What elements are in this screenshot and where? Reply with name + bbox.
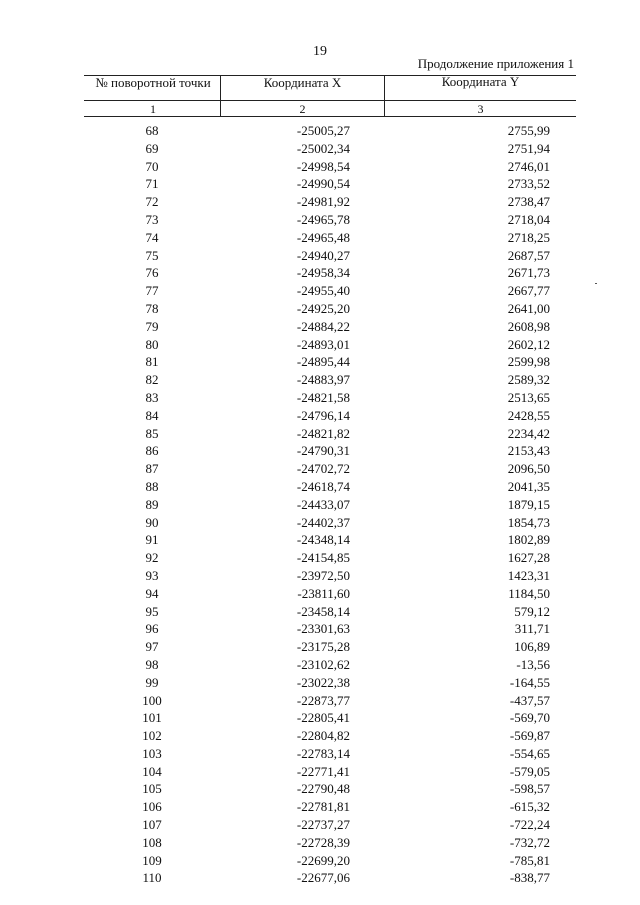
coordinate-y: 1879,15 xyxy=(507,496,550,512)
point-number: 93 xyxy=(145,567,159,583)
table-header-bottom-border xyxy=(84,116,576,117)
table-row xyxy=(0,567,640,585)
point-number: 88 xyxy=(145,478,159,494)
coordinate-y: 2755,99 xyxy=(507,123,550,138)
coordinate-x: -24618,74 xyxy=(296,478,350,494)
coordinate-x: -24884,22 xyxy=(296,318,350,334)
point-number: 95 xyxy=(145,603,159,619)
header-point-number: № поворотной точки xyxy=(95,75,211,90)
coordinate-x: -24821,82 xyxy=(296,425,350,441)
table-row xyxy=(0,371,640,389)
point-number: 87 xyxy=(145,461,159,477)
point-number: 91 xyxy=(145,532,159,548)
coordinate-y: -569,87 xyxy=(509,728,550,744)
coordinate-x: -24955,40 xyxy=(296,283,350,299)
coordinate-x: -23022,38 xyxy=(296,674,350,690)
point-number: 74 xyxy=(145,229,159,245)
point-number: 69 xyxy=(145,140,159,156)
point-number: 78 xyxy=(145,300,159,316)
table-row xyxy=(0,282,640,300)
table-row xyxy=(0,780,640,798)
table-row xyxy=(0,514,640,532)
point-number: 89 xyxy=(145,496,159,512)
coordinate-y: -598,57 xyxy=(509,781,550,797)
point-number: 79 xyxy=(145,318,159,334)
point-number: 108 xyxy=(142,834,162,850)
coordinate-x: -23811,60 xyxy=(297,585,350,601)
table-row xyxy=(0,620,640,638)
table-row xyxy=(0,318,640,336)
point-number: 105 xyxy=(142,781,162,797)
point-number: 70 xyxy=(145,158,159,174)
coordinate-y: 2041,35 xyxy=(507,478,550,494)
point-number: 96 xyxy=(145,621,159,637)
coordinate-y: 2096,50 xyxy=(507,461,550,477)
coordinate-x: -24981,92 xyxy=(296,194,350,210)
coordinate-y: -569,70 xyxy=(509,710,550,726)
point-number: 101 xyxy=(142,710,162,726)
table-row xyxy=(0,674,640,692)
coordinate-x: -22804,82 xyxy=(296,728,350,744)
coordinate-x: -24433,07 xyxy=(296,496,350,512)
coordinate-y: 2746,01 xyxy=(507,158,550,174)
coordinate-x: -24154,85 xyxy=(296,550,350,566)
coordinate-x: -24965,78 xyxy=(296,211,350,227)
point-number: 109 xyxy=(142,852,162,868)
coordinate-x: -22699,20 xyxy=(296,852,350,868)
coordinate-y: 2608,98 xyxy=(507,318,550,334)
table-row xyxy=(0,656,640,674)
coordinate-y: 106,89 xyxy=(514,639,550,655)
coordinate-y: -615,32 xyxy=(509,799,550,815)
coordinate-y: 1627,28 xyxy=(507,550,550,566)
table-row xyxy=(0,834,640,852)
coordinate-y: 2751,94 xyxy=(507,140,550,156)
table-row xyxy=(0,140,640,158)
table-row xyxy=(0,193,640,211)
coordinate-y: -722,24 xyxy=(509,817,550,833)
coordinate-x: -23102,62 xyxy=(296,656,350,672)
point-number: 68 xyxy=(145,123,159,138)
coordinate-y: 2687,57 xyxy=(507,247,550,263)
table-row xyxy=(0,531,640,549)
coordinate-y: 2718,04 xyxy=(507,211,550,227)
point-number: 90 xyxy=(145,514,159,530)
table-row xyxy=(0,852,640,870)
coordinate-x: -24402,37 xyxy=(296,514,350,530)
coordinate-y: 2718,25 xyxy=(507,229,550,245)
coordinate-x: -22771,41 xyxy=(296,763,350,779)
point-number: 71 xyxy=(145,176,159,192)
table-row xyxy=(0,389,640,407)
table-row xyxy=(0,496,640,514)
point-number: 100 xyxy=(142,692,162,708)
coordinate-y: 2667,77 xyxy=(507,283,550,299)
table-row xyxy=(0,745,640,763)
coordinate-y: 579,12 xyxy=(514,603,550,619)
coordinate-y: 1854,73 xyxy=(507,514,550,530)
point-number: 77 xyxy=(145,283,159,299)
coordinate-y: 2641,00 xyxy=(507,300,550,316)
table-row xyxy=(0,460,640,478)
coordinate-y: -579,05 xyxy=(509,763,550,779)
table-row xyxy=(0,300,640,318)
coordinate-x: -22781,81 xyxy=(296,799,350,815)
table-row xyxy=(0,211,640,229)
table-row xyxy=(0,603,640,621)
coordinate-x: -24883,97 xyxy=(296,372,350,388)
coordinate-x: -24958,34 xyxy=(296,265,350,281)
point-number: 82 xyxy=(145,372,159,388)
coordinate-y: 2428,55 xyxy=(507,407,550,423)
coordinate-y: -785,81 xyxy=(509,852,550,868)
coordinate-x: -22728,39 xyxy=(296,834,350,850)
table-row xyxy=(0,816,640,834)
coordinate-y: 2602,12 xyxy=(507,336,550,352)
coordinate-x: -23972,50 xyxy=(296,567,350,583)
table-row xyxy=(0,549,640,567)
coordinate-x: -24940,27 xyxy=(296,247,350,263)
table-row xyxy=(0,336,640,354)
coordinate-y: 1802,89 xyxy=(507,532,550,548)
coordinate-x: -23301,63 xyxy=(296,621,350,637)
table-row xyxy=(0,353,640,371)
table-row xyxy=(0,692,640,710)
point-number: 72 xyxy=(145,194,159,210)
header-col-number-2: 2 xyxy=(299,102,306,116)
coordinate-y: -838,77 xyxy=(509,870,550,886)
point-number: 75 xyxy=(145,247,159,263)
coordinate-x: -24895,44 xyxy=(296,354,350,370)
coordinate-x: -24925,20 xyxy=(296,300,350,316)
table-row xyxy=(0,425,640,443)
table-row xyxy=(0,638,640,656)
page-number: 19 xyxy=(313,44,327,59)
coordinate-y: -13,56 xyxy=(516,656,550,672)
table-row xyxy=(0,709,640,727)
coordinate-y: -732,72 xyxy=(509,834,550,850)
coordinate-x: -24990,54 xyxy=(296,176,350,192)
table-row xyxy=(0,869,640,887)
point-number: 103 xyxy=(142,745,162,761)
coordinate-x: -22805,41 xyxy=(296,710,350,726)
coordinate-x: -24348,14 xyxy=(296,532,350,548)
coordinate-y: 1423,31 xyxy=(507,567,550,583)
point-number: 107 xyxy=(142,817,162,833)
table-row xyxy=(0,727,640,745)
coordinate-x: -24893,01 xyxy=(296,336,350,352)
table-row xyxy=(0,158,640,176)
point-number: 102 xyxy=(142,728,162,744)
coordinate-y: 2738,47 xyxy=(507,194,550,210)
point-number: 85 xyxy=(145,425,159,441)
coordinate-y: 2234,42 xyxy=(507,425,550,441)
header-col-number-3: 3 xyxy=(477,102,484,116)
point-number: 84 xyxy=(145,407,159,423)
point-number: 99 xyxy=(145,674,159,690)
coordinate-y: 2513,65 xyxy=(507,389,550,405)
coordinate-x: -22790,48 xyxy=(296,781,350,797)
table-row xyxy=(0,122,640,140)
coordinate-x: -24998,54 xyxy=(296,158,350,174)
coordinate-x: -22737,27 xyxy=(296,817,350,833)
coordinate-x: -24702,72 xyxy=(296,461,350,477)
point-number: 86 xyxy=(145,443,159,459)
coordinate-y: 2599,98 xyxy=(507,354,550,370)
point-number: 98 xyxy=(145,656,159,672)
coordinate-y: -554,65 xyxy=(509,745,550,761)
table-row xyxy=(0,175,640,193)
coordinate-y: 1184,50 xyxy=(508,585,550,601)
point-number: 97 xyxy=(145,639,159,655)
coordinate-x: -24965,48 xyxy=(296,229,350,245)
coordinate-x: -23175,28 xyxy=(296,639,350,655)
header-coordinate-x: Координата X xyxy=(263,75,342,90)
point-number: 83 xyxy=(145,389,159,405)
table-row xyxy=(0,229,640,247)
header-col-number-1: 1 xyxy=(150,102,156,116)
point-number: 76 xyxy=(145,265,159,281)
point-number: 104 xyxy=(142,763,162,779)
point-number: 110 xyxy=(142,870,162,886)
point-number: 106 xyxy=(142,799,162,815)
table-row xyxy=(0,407,640,425)
coordinate-y: -164,55 xyxy=(509,674,550,690)
point-number: 94 xyxy=(145,585,159,601)
table-row xyxy=(0,585,640,603)
table-body xyxy=(0,122,640,887)
point-number: 92 xyxy=(145,550,159,566)
point-number: 73 xyxy=(145,211,159,227)
coordinate-y: 2589,32 xyxy=(507,372,550,388)
table-row xyxy=(0,763,640,781)
coordinate-x: -24821,58 xyxy=(296,389,350,405)
coordinate-y: 2671,73 xyxy=(507,265,550,281)
coordinate-y: 2153,43 xyxy=(507,443,550,459)
point-number: 80 xyxy=(145,336,159,352)
coordinate-x: -22677,06 xyxy=(296,870,350,886)
coordinate-y: 311,71 xyxy=(514,621,550,637)
coordinate-x: -25005,27 xyxy=(296,123,350,138)
coordinate-x: -22873,77 xyxy=(296,692,350,708)
table-row xyxy=(0,442,640,460)
coordinate-x: -24790,31 xyxy=(296,443,350,459)
table-row xyxy=(0,264,640,282)
coordinate-x: -22783,14 xyxy=(296,745,350,761)
coordinate-x: -25002,34 xyxy=(296,140,350,156)
continuation-label: Продолжение приложения 1 xyxy=(417,56,574,71)
coordinate-x: -23458,14 xyxy=(296,603,350,619)
coordinate-x: -24796,14 xyxy=(296,407,350,423)
table-header-divider xyxy=(84,100,576,101)
table-row xyxy=(0,478,640,496)
coordinate-y: 2733,52 xyxy=(507,176,550,192)
point-number: 81 xyxy=(145,354,159,370)
table-row xyxy=(0,798,640,816)
coordinate-y: -437,57 xyxy=(509,692,550,708)
table-row xyxy=(0,247,640,265)
scan-speck xyxy=(595,283,597,284)
header-coordinate-y: Координата Y xyxy=(441,74,520,89)
